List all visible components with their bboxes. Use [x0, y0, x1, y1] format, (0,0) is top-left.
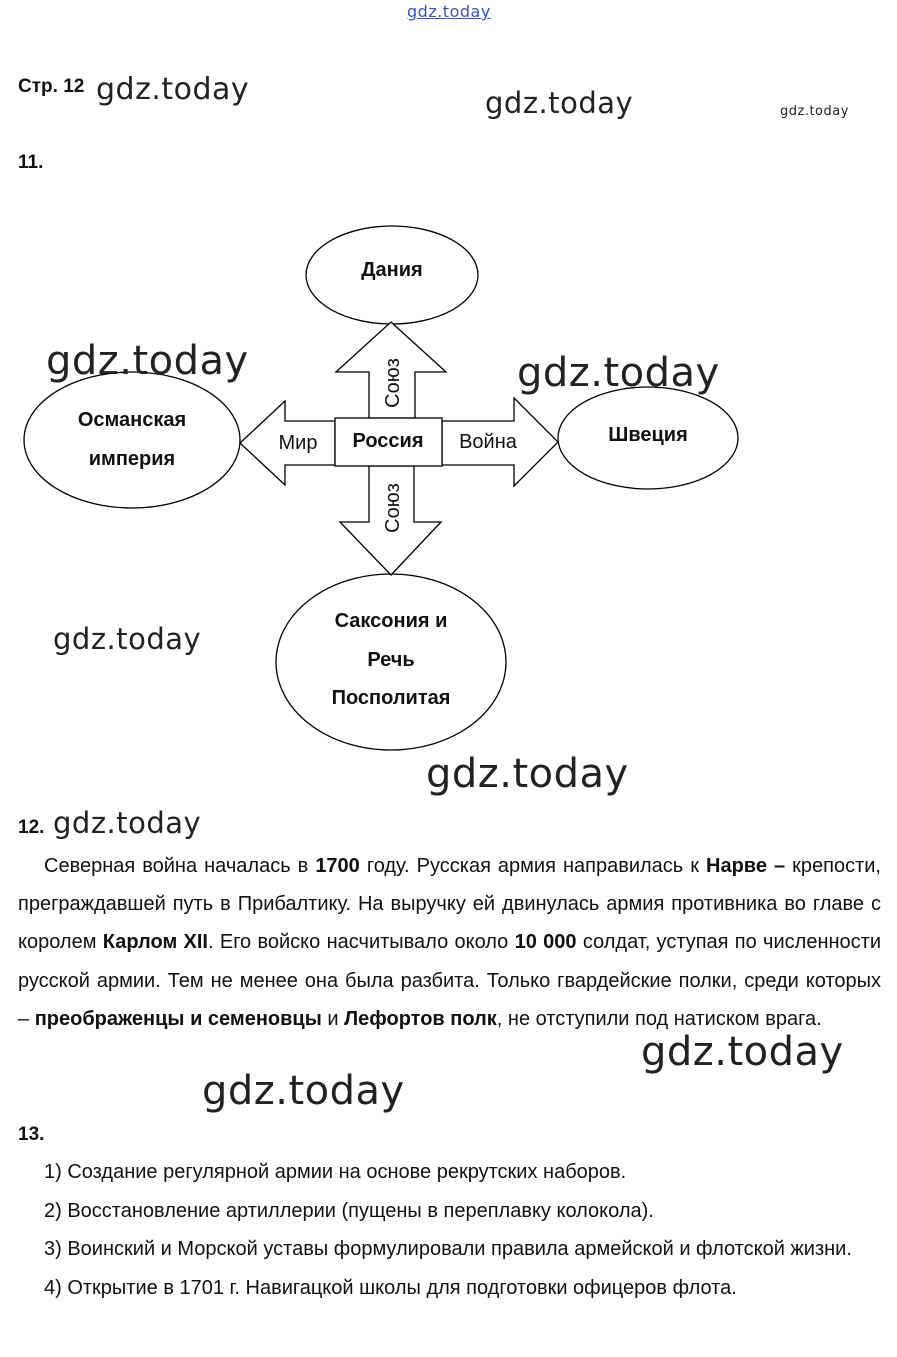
page-reference: Стр. 12 [18, 76, 85, 97]
text-segment-bold: 10 000 [514, 931, 577, 954]
node-ottoman-label-line1: Османская [77, 409, 187, 431]
task-12-number: 12. [18, 817, 45, 838]
list-item: 3) Воинский и Морской уставы формулировали правила армейской и флотской жизни. [44, 1238, 852, 1260]
watermark: gdz.today [641, 1029, 844, 1075]
watermark: gdz.today [426, 751, 629, 797]
text-segment: Северная война началась в [44, 855, 316, 877]
watermark-top: gdz.today [407, 2, 491, 21]
node-saxony-label-line1: Саксония и [334, 610, 448, 632]
watermark: gdz.today [485, 86, 634, 120]
list-item: 4) Открытие в 1701 г. Навигацкой школы для подготовки офицеров флота. [44, 1276, 737, 1299]
node-saxony-label-line2: Речь [367, 649, 415, 671]
watermark: gdz.today [53, 806, 202, 840]
text-segment: , не отступили под натиском врага. [496, 1007, 822, 1030]
text-segment: крепости, преграждавшей путь в Прибалтику. На выручку ей двинулась армия противника во главе с королем [18, 855, 881, 954]
watermark: gdz.today [780, 104, 849, 119]
arrow-right-label: Война [459, 431, 517, 453]
node-ottoman-label-line2: империя [88, 448, 176, 470]
node-saxony-label-line3: Посполитая [331, 687, 451, 709]
watermark: gdz.today [517, 350, 720, 396]
task-13-list [18, 1153, 881, 1307]
text-segment: и [321, 1007, 345, 1030]
task-13-number: 13. [18, 1124, 45, 1145]
watermark: gdz.today [202, 1068, 405, 1114]
text-segment-bold: Лефортов полк [344, 1007, 497, 1030]
task-12-text [18, 847, 881, 1038]
watermark: gdz.today [96, 72, 250, 107]
text-segment-bold: преображенцы и семеновцы [34, 1007, 322, 1030]
text-segment: . Его войско насчитывало около [208, 931, 515, 954]
text-segment-bold: 1700 [315, 855, 360, 877]
node-denmark-label: Дания [361, 259, 423, 281]
arrow-left-label: Мир [278, 432, 318, 454]
task-11-number: 11. [18, 152, 44, 173]
text-segment-bold: Карлом XII [102, 931, 208, 954]
node-sweden-label: Швеция [608, 424, 688, 446]
center-label: Россия [352, 430, 424, 452]
arrow-down-label: Союз [382, 483, 404, 533]
watermark: gdz.today [53, 622, 202, 656]
list-item: 1) Создание регулярной армии на основе рекрутских наборов. [44, 1161, 627, 1183]
list-item: 2) Восстановление артиллерии (пущены в переплавку колокола). [44, 1199, 654, 1222]
text-segment-bold: Нарве – [706, 855, 786, 877]
node-ellipse-ottoman [24, 372, 240, 508]
text-segment: году. Русская армия направилась к [359, 855, 707, 877]
watermark: gdz.today [46, 338, 249, 384]
text-segment: солдат, уступая по численности русской армии. Тем не менее она была разбита. Только гвардейские полки, среди которых – [18, 931, 881, 1030]
arrow-up-label: Союз [382, 358, 404, 408]
